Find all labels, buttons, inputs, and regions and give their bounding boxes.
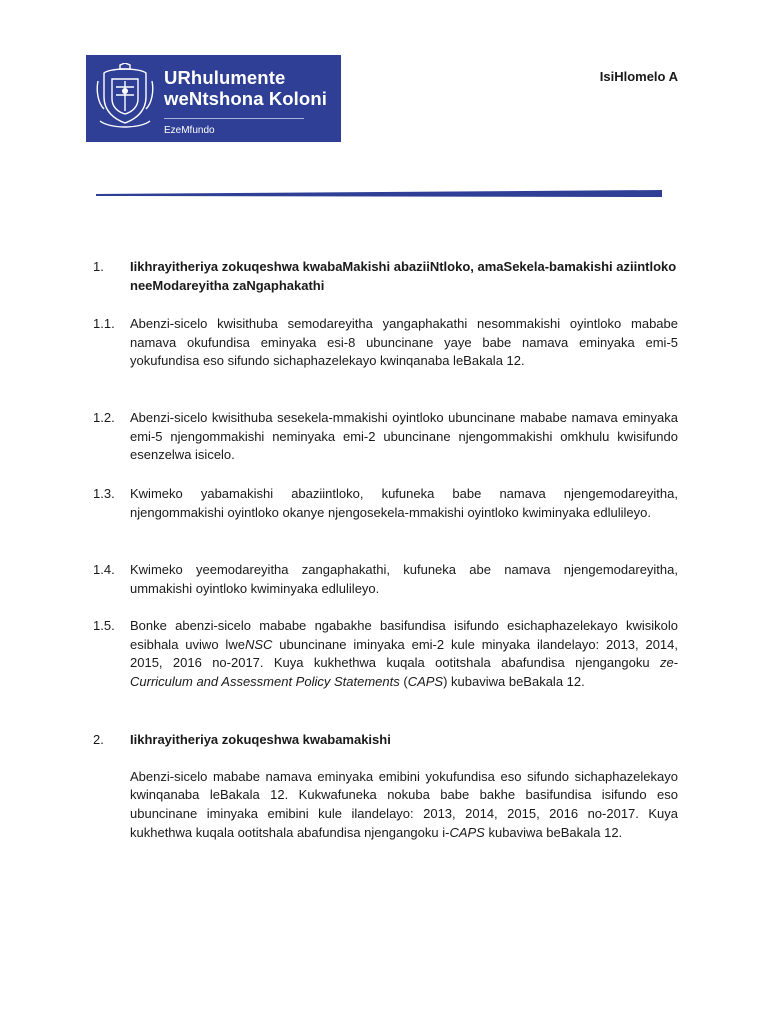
clause-1-4 <box>93 561 678 598</box>
logo-line-2: weNtshona Koloni <box>164 88 327 109</box>
clause-text-part: ( <box>399 674 408 690</box>
clause-text-part: Bonke abenzi-sicelo mababe ngabakhe basifundisa isifundo esichaphazelekayo kwisikolo esibhala uviwo lwe <box>130 618 678 652</box>
section-number: 1.3. <box>93 486 115 501</box>
logo-department: EzeMfundo <box>164 125 215 136</box>
clause-text: Kwimeko yeemodareyitha zangaphakathi, kufuneka abe namava njengemodareyitha, ummakishi oyintloko kwiminyaka edlulileyo. <box>130 562 678 596</box>
section-heading: Iikhrayitheriya zokuqeshwa kwabamakishi <box>130 732 391 747</box>
department-logo <box>86 55 341 142</box>
clause-text <box>130 617 678 692</box>
section-number: 1.2. <box>93 410 115 425</box>
clause-italic-term: ze-Curriculum and Assessment Policy Statements <box>130 655 678 690</box>
section-number: 1.1. <box>93 316 115 331</box>
clause-text: Abenzi-sicelo kwisithuba sesekela-mmakishi oyintloko ubuncinane mababe namava eminyaka emi-5 njengommakishi neminyaka emi-2 ubuncinane njengommakishi omkhulu kwisifundo esenzelwa isicelo. <box>130 410 678 463</box>
clause-text: Abenzi-sicelo kwisithuba semodareyitha yangaphakathi nesommakishi oyintloko mababe namava okufundisa eminyaka esi-8 ubuncinane yaye babe namava eminyaka emi-5 yokufundisa eso sifundo sichaphazelekayo kwinqanaba leBakala 12. <box>130 316 678 369</box>
clause-text-part: Abenzi-sicelo mababe namava eminyaka emibini yokufundisa eso sifundo sichaphazelekayo kwinqanaba leBakala 12. Kukwafuneka nokuba babe bakhe basifundisa isifundo eso ubuncinane iminyaka emibini kule ilandelayo: 2013, 2014, 2015, 2016 no-2017. Kuya kukhethwa kuqala ootitshala abafundisa njengangoku i- <box>130 768 678 840</box>
logo-divider <box>164 118 304 119</box>
annex-label: IsiHlomelo A <box>599 69 678 84</box>
logo-line-1: URhulumente <box>164 67 286 88</box>
clause-italic-term: CAPS <box>449 824 485 840</box>
coat-of-arms-icon <box>86 55 164 142</box>
section-2-body <box>130 731 678 843</box>
clause-text <box>130 768 678 843</box>
section-number: 1.4. <box>93 562 115 577</box>
clause-1-1 <box>93 315 678 371</box>
section-number: 1.5. <box>93 618 115 633</box>
section-1 <box>93 258 678 295</box>
clause-1-5 <box>93 617 678 692</box>
section-number: 2. <box>93 732 104 747</box>
section-heading: Iikhrayitheriya zokuqeshwa kwabaMakishi abaziiNtloko, amaSekela-bamakishi aziintloko neeModareyitha zaNgaphakathi <box>130 259 677 293</box>
clause-italic-term: CAPS <box>407 674 444 690</box>
clause-text-part: kubaviwa beBakala 12. <box>484 824 623 840</box>
clause-text-part: ) kubaviwa beBakala 12. <box>443 674 585 690</box>
header-rule <box>96 190 662 197</box>
section-number: 1. <box>93 259 104 274</box>
clause-1-2 <box>93 409 678 465</box>
clause-text-part: ubuncinane iminyaka emi-2 kule minyaka ilandelayo: 2013, 2014, 2015, 2016 no-2017. Kuya kukhethwa kuqala ootitshala abafundisa njengangoku <box>130 636 678 671</box>
section-2 <box>93 731 678 843</box>
clause-italic-term: NSC <box>244 636 273 652</box>
clause-1-3 <box>93 485 678 522</box>
clause-text: Kwimeko yabamakishi abaziintloko, kufuneka babe namava njengemodareyitha, njengommakishi oyintloko okanye njengosekela-mmakishi oyintloko kwiminyaka edlulileyo. <box>130 486 678 520</box>
